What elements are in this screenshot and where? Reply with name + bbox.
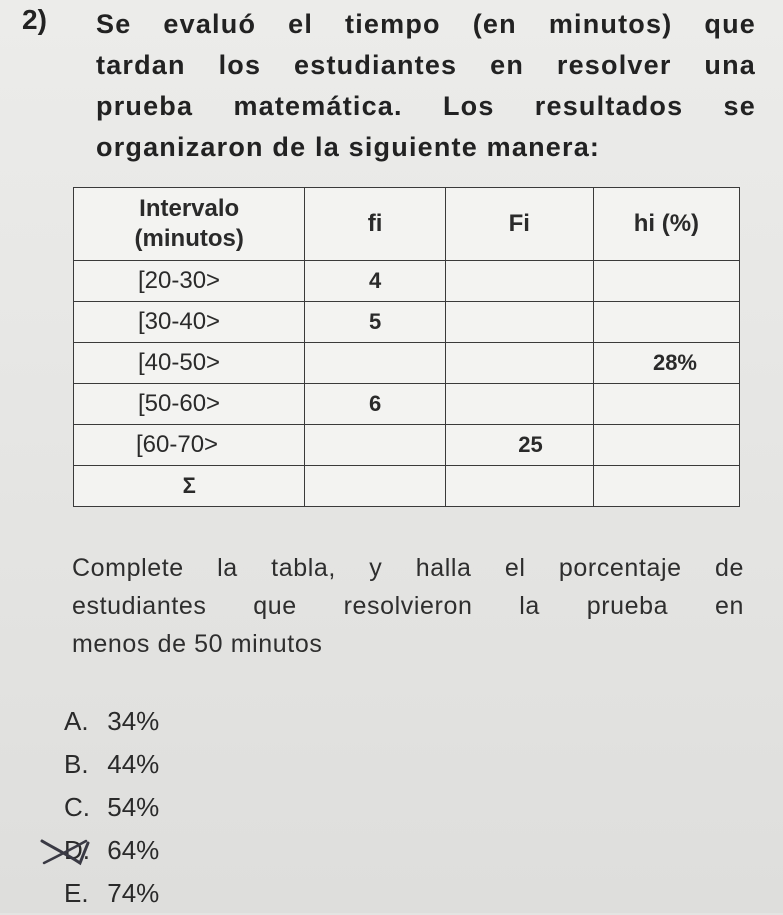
cell-sum-fi[interactable] (305, 466, 445, 507)
header-hi: hi (%) (593, 188, 739, 261)
table-row (74, 261, 740, 302)
question-line-2: tardan los estudiantes en resolver una (96, 50, 756, 80)
cell-Fi[interactable] (445, 343, 593, 384)
question-text (96, 4, 756, 168)
option-b[interactable] (60, 743, 159, 786)
cell-hi[interactable] (593, 302, 739, 343)
cell-fi[interactable] (305, 343, 445, 384)
option-value: 74% (107, 878, 160, 908)
cell-sum-hi[interactable] (593, 466, 739, 507)
question-line-4: organizaron de la siguiente manera: (96, 132, 601, 162)
instruction-text (72, 549, 744, 663)
option-value: 64% (107, 835, 160, 865)
instruction-line-2: estudiantes que resolvieron la prueba en (72, 592, 744, 620)
header-fi: fi (305, 188, 445, 261)
cell-sum-Fi[interactable] (445, 466, 593, 507)
cell-hi[interactable]: 28% (593, 343, 739, 384)
option-letter: D. (64, 835, 90, 865)
cell-fi[interactable]: 6 (305, 384, 445, 425)
table-row (74, 425, 740, 466)
table-row (74, 384, 740, 425)
question-line-1: Se evaluó el tiempo (en minutos) que (96, 9, 756, 39)
cell-interval: [50-60> (74, 384, 305, 425)
option-letter: A. (64, 706, 89, 736)
frequency-table (73, 187, 740, 507)
cell-interval: [20-30> (74, 261, 305, 302)
header-interval-line-2: (minutos) (134, 225, 244, 252)
option-e[interactable] (60, 872, 159, 915)
pen-check-mark-icon (38, 833, 168, 869)
instruction-line-1: Complete la tabla, y halla el porcentaje de (72, 554, 744, 582)
question-number: 2) (22, 4, 47, 35)
cell-Fi[interactable] (445, 261, 593, 302)
cell-sum-symbol: Σ (74, 466, 305, 507)
cell-hi[interactable] (593, 261, 739, 302)
cell-Fi[interactable] (445, 384, 593, 425)
cell-Fi[interactable]: 25 (445, 425, 593, 466)
instruction-line-3: menos de 50 minutos (72, 630, 323, 658)
cell-interval: [60-70> (74, 425, 305, 466)
table-sum-row (74, 466, 740, 507)
header-interval (74, 188, 305, 261)
cell-hi[interactable] (593, 384, 739, 425)
option-letter: C. (64, 792, 90, 822)
cell-interval: [40-50> (74, 343, 305, 384)
cell-fi[interactable]: 4 (305, 261, 445, 302)
header-Fi: Fi (445, 188, 593, 261)
option-value: 34% (107, 706, 160, 736)
answer-options (60, 700, 159, 915)
header-interval-line-1: Intervalo (139, 195, 240, 222)
option-letter: E. (64, 878, 89, 908)
option-letter: B. (64, 749, 89, 779)
option-value: 54% (107, 792, 160, 822)
cell-fi[interactable] (305, 425, 445, 466)
cell-hi[interactable] (593, 425, 739, 466)
table-header-row (74, 188, 740, 261)
option-d[interactable] (60, 829, 159, 872)
option-value: 44% (107, 749, 160, 779)
cell-Fi[interactable] (445, 302, 593, 343)
option-a[interactable] (60, 700, 159, 743)
question-line-3: prueba matemática. Los resultados se (96, 91, 756, 121)
cell-fi[interactable]: 5 (305, 302, 445, 343)
cell-interval: [30-40> (74, 302, 305, 343)
table-row (74, 302, 740, 343)
table-row (74, 343, 740, 384)
option-c[interactable] (60, 786, 159, 829)
